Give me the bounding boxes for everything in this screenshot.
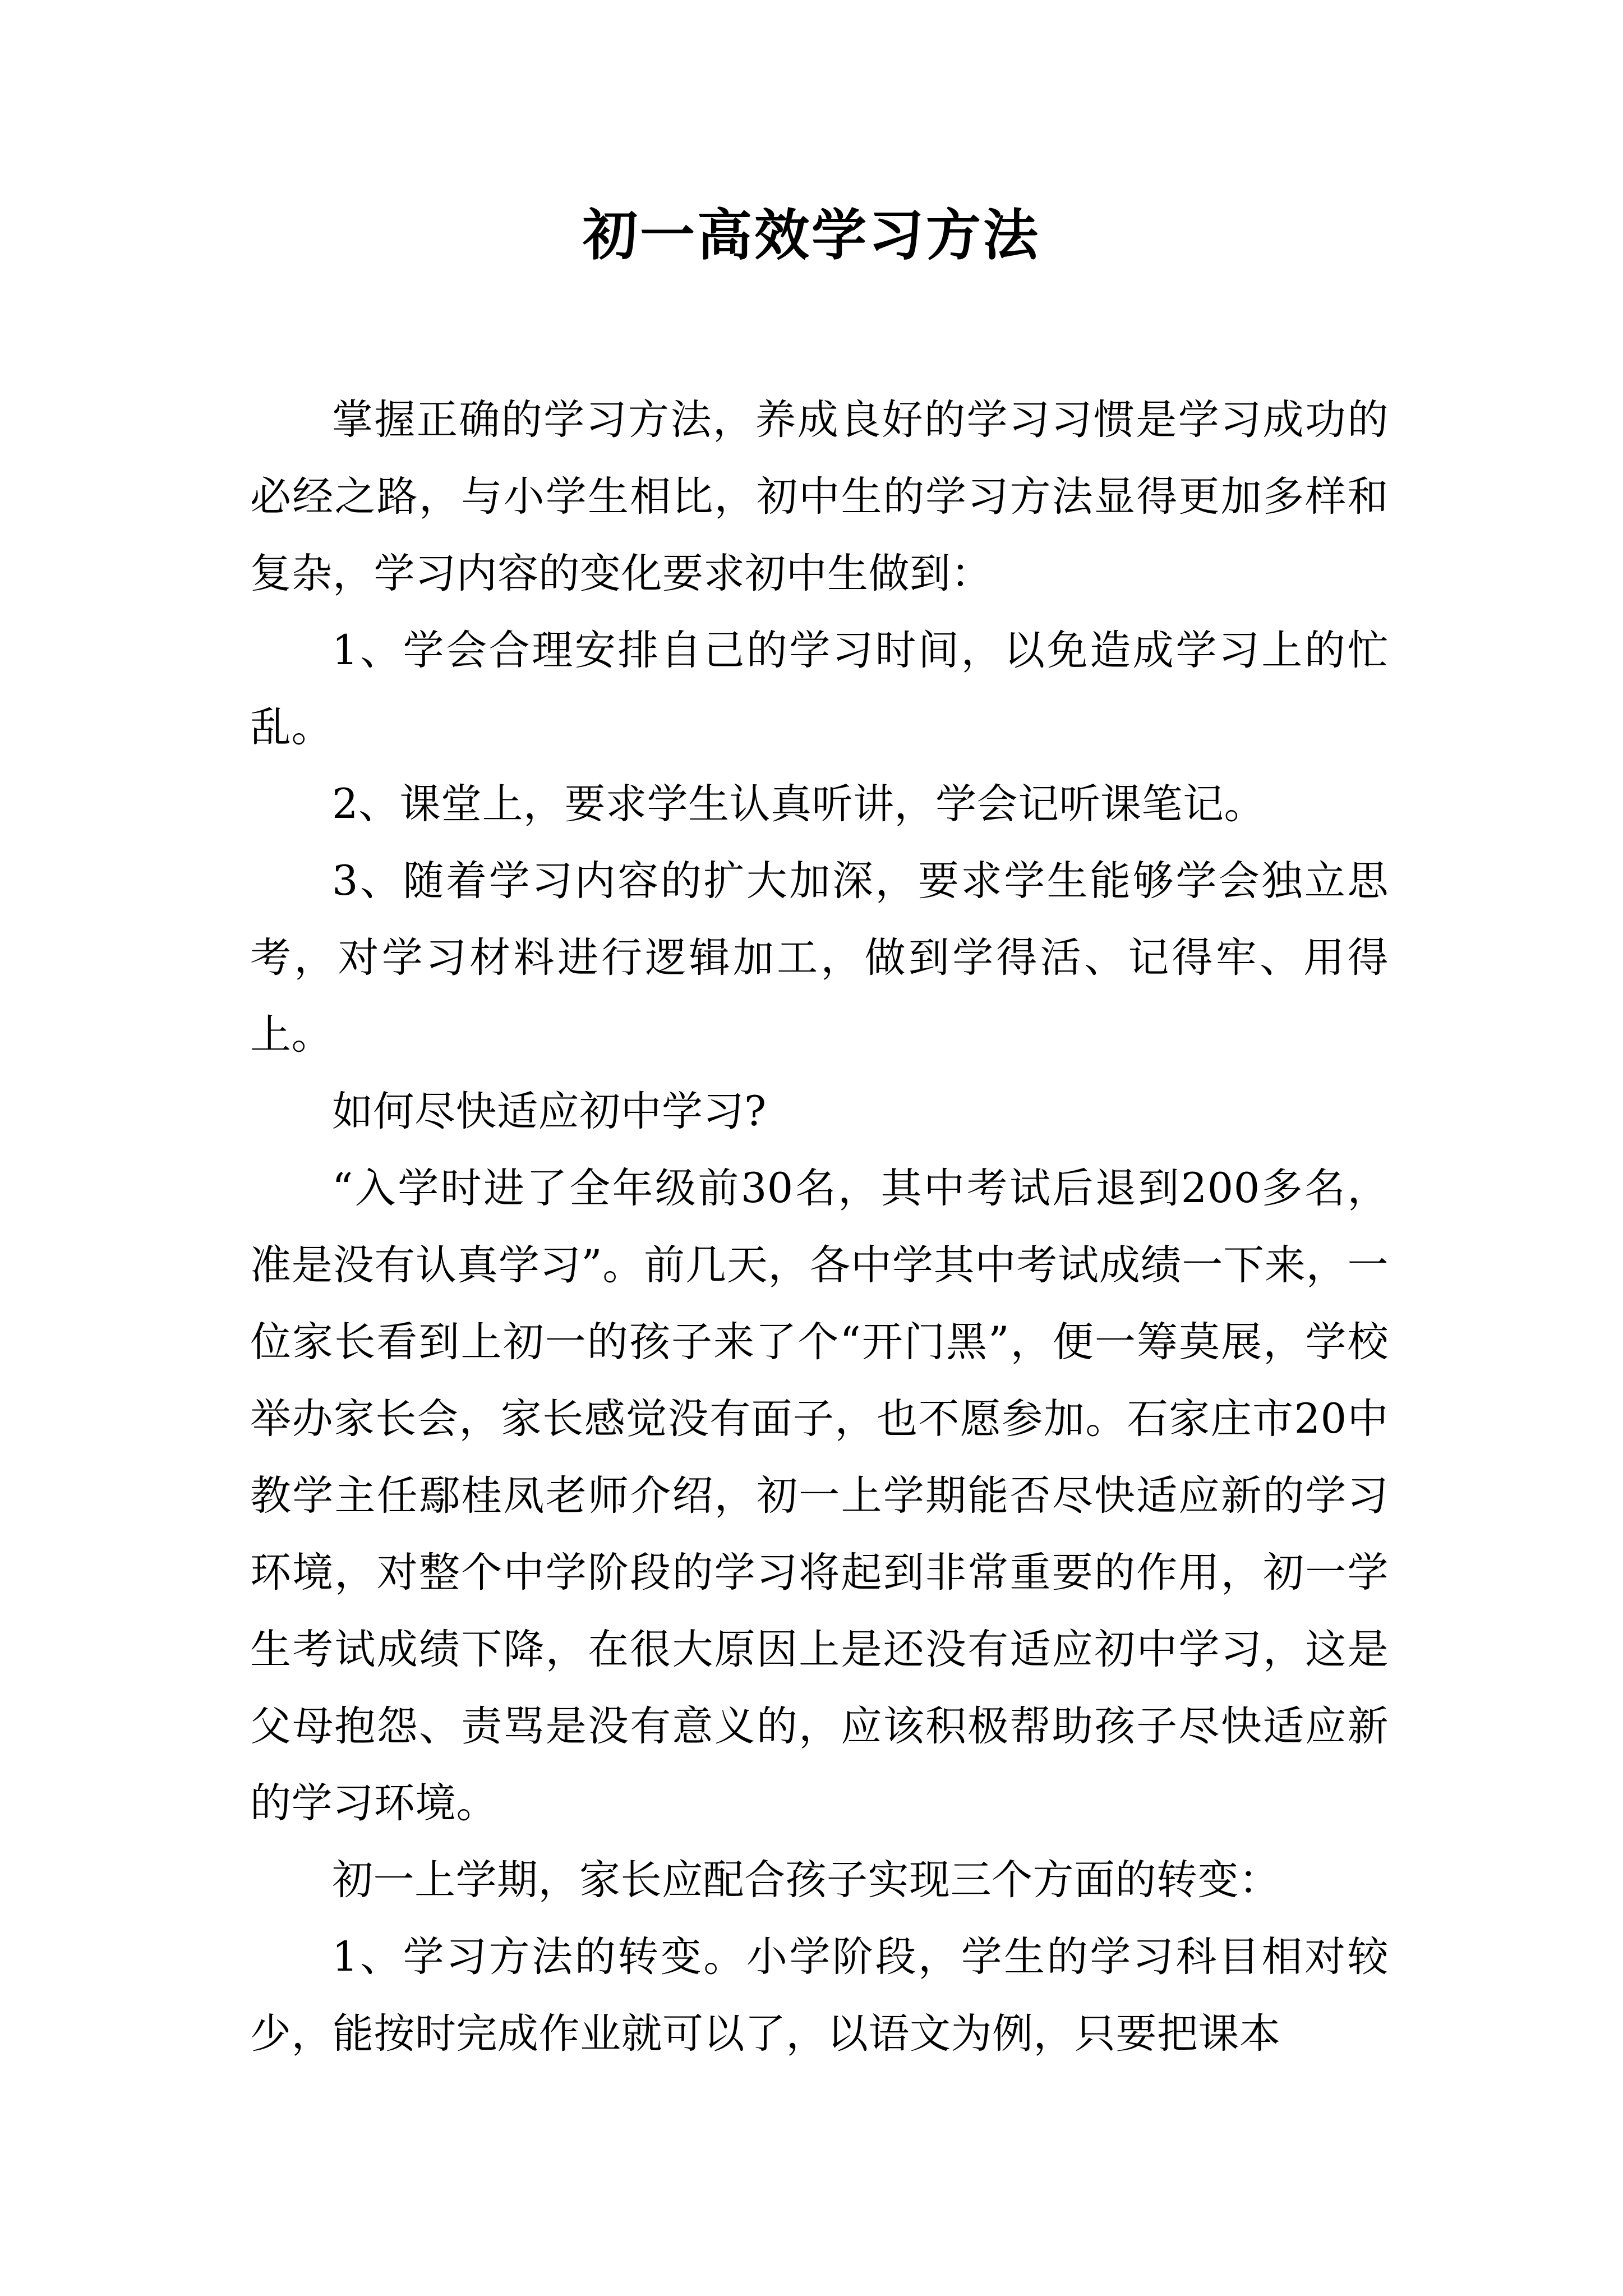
document-title: 初一高效学习方法 (582, 203, 1040, 268)
paragraph-point-3: 3、随着学习内容的扩大加深，要求学生能够学会独立思考，对学习材料进行逻辑加工，做到学得活、记得牢、用得上。 (250, 857, 1389, 1059)
paragraph-story: “入学时进了全年级前30名，其中考试后退到200多名，准是没有认真学习”。前几天，各中学其中考试成绩一下来，一位家长看到上初一的孩子来了个“开门黑”，便一筹莫展，学校举办家长会，家长感觉没有面子，也不愿参加。石家庄市20中教学主任鄢桂凤老师介绍，初一上学期能否尽快适应新的学习环境，对整个中学阶段的学习将起到非常重要的作用，初一学生考试成绩下降，在很大原因上是还没有适应初中学习，这是父母抱怨、责骂是没有意义的，应该积极帮助孩子尽快适应新的学习环境。 (250, 1165, 1389, 1827)
paragraph-intro: 掌握正确的学习方法，养成良好的学习习惯是学习成功的必经之路，与小学生相比，初中生的学习方法显得更加多样和复杂，学习内容的变化要求初中生做到： (250, 396, 1389, 597)
document-body (250, 381, 1389, 2072)
paragraph-point-1: 1、学会合理安排自己的学习时间，以免造成学习上的忙乱。 (250, 627, 1389, 751)
paragraph-question: 如何尽快适应初中学习? (332, 1088, 767, 1135)
paragraph-transition-1: 1、学习方法的转变。小学阶段，学生的学习科目相对较少，能按时完成作业就可以了，以语文为例，只要把课本 (250, 1933, 1389, 2058)
paragraph-point-2: 2、课堂上，要求学生认真听讲，学会记听课笔记。 (332, 780, 1265, 828)
paragraph-transitions-intro: 初一上学期，家长应配合孩子实现三个方面的转变： (332, 1856, 1280, 1904)
